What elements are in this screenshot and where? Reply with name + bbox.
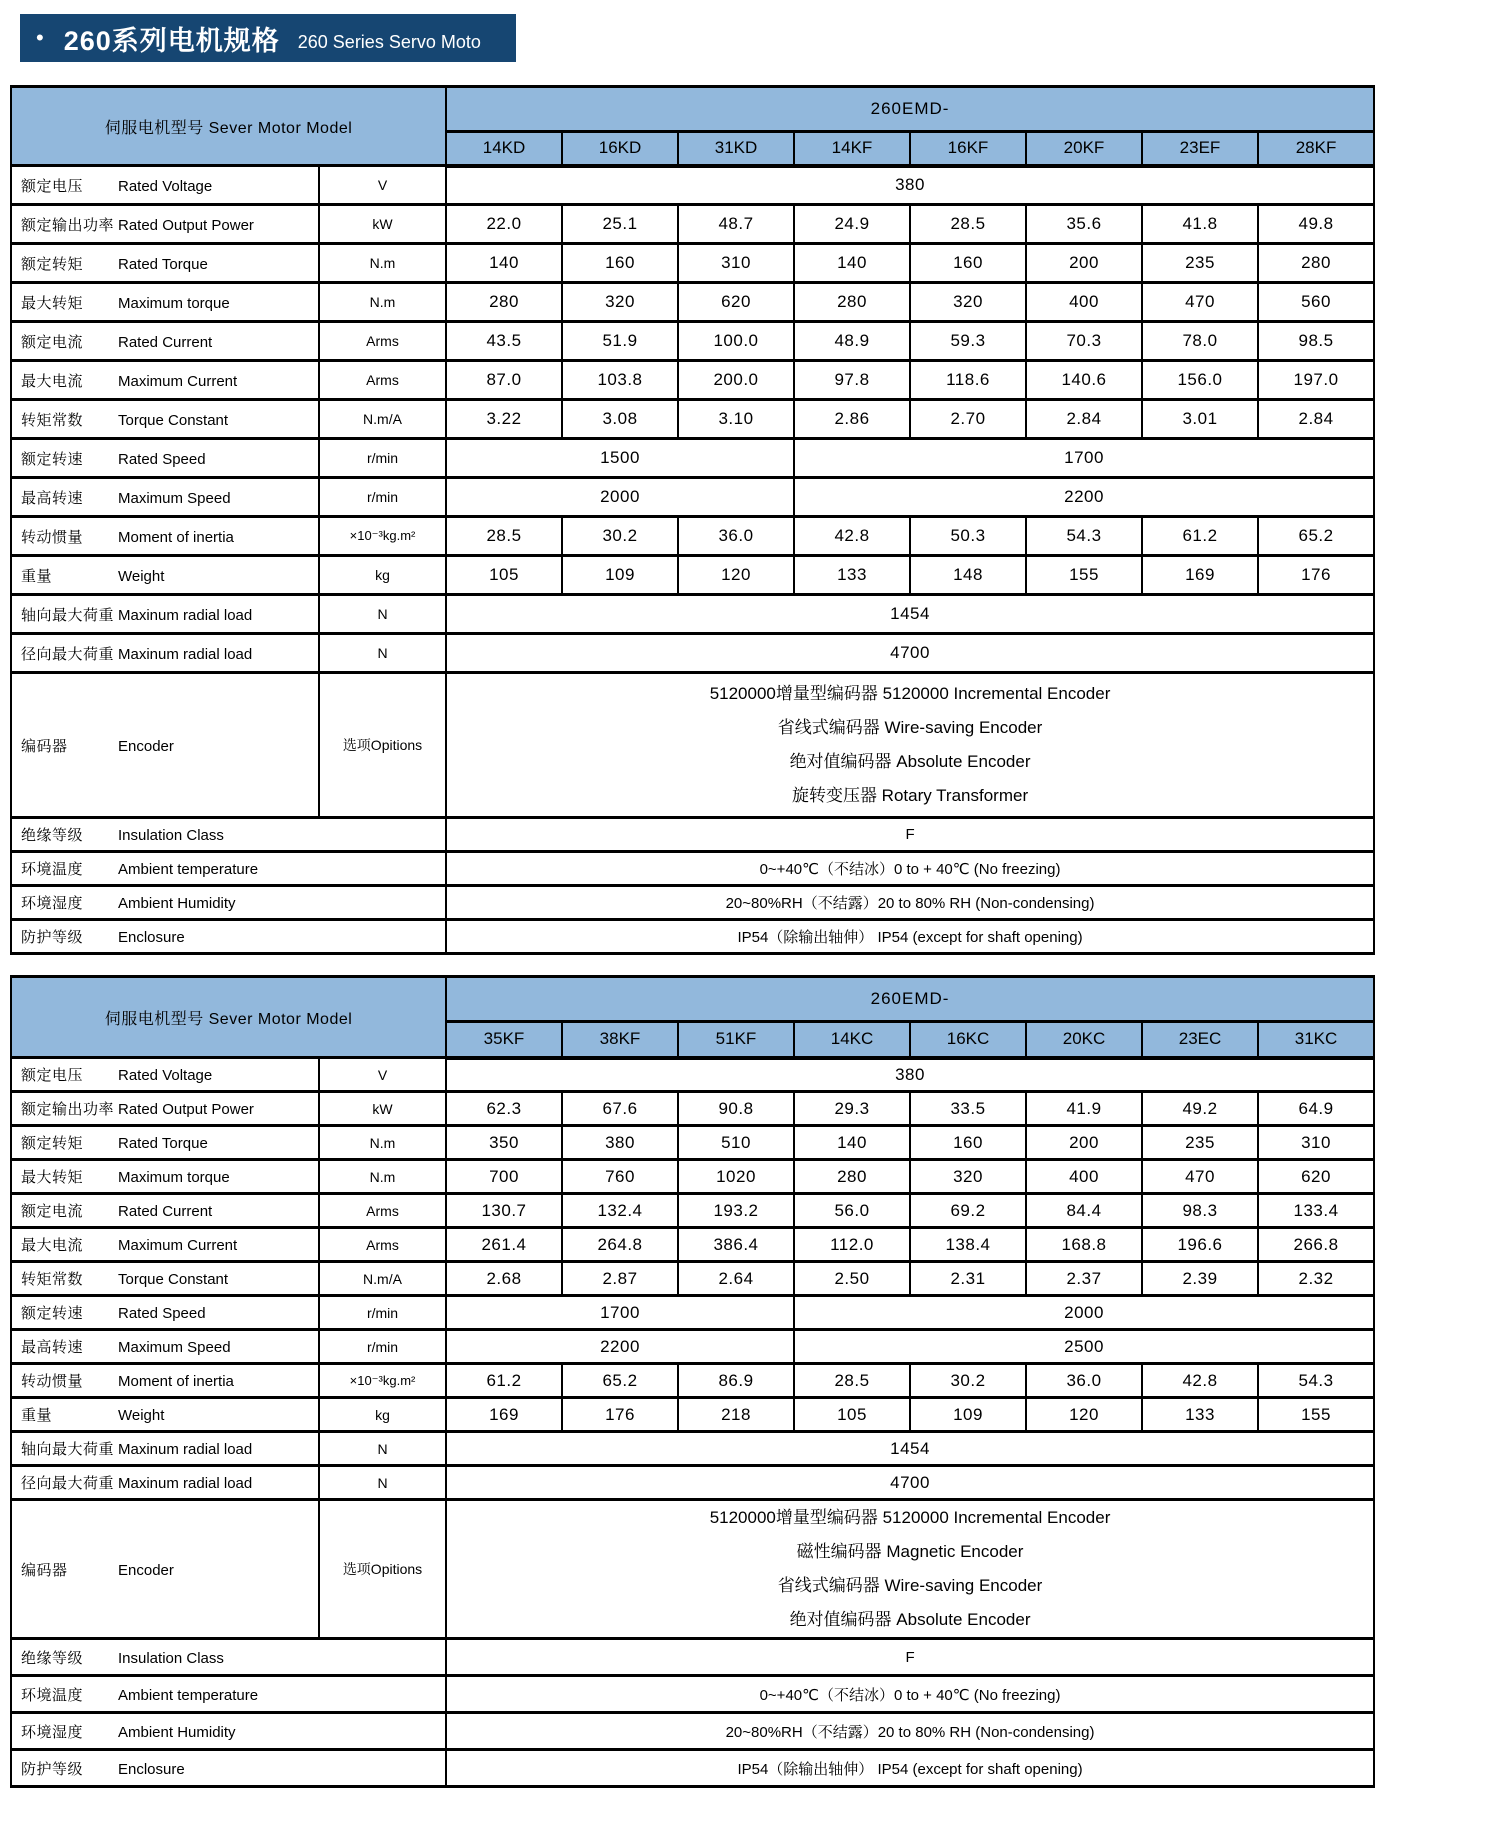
encoder-option: 5120000增量型编码器 5120000 Incremental Encoder <box>709 1508 1111 1527</box>
value-cell: 470 <box>1142 283 1258 322</box>
row-label: 防护等级 Enclosure <box>11 920 446 954</box>
model-cell: 14KC <box>794 1022 910 1058</box>
value-cell: 133.4 <box>1258 1194 1374 1228</box>
row-label: 轴向最大荷重 Maxinum radial load <box>11 595 319 634</box>
value-cell: 386.4 <box>678 1228 794 1262</box>
row-label: 最高转速 Maximum Speed <box>11 478 319 517</box>
value-cell: 2.64 <box>678 1262 794 1296</box>
row-label: 额定电压 Rated Voltage <box>11 1058 319 1092</box>
value-cell: 1020 <box>678 1160 794 1194</box>
value-cell: 54.3 <box>1026 517 1142 556</box>
value-cell: 25.1 <box>562 205 678 244</box>
row-label: 额定电流 Rated Current <box>11 1194 319 1228</box>
value-cell: 310 <box>678 244 794 283</box>
value-cell: 28.5 <box>910 205 1026 244</box>
row-moment-of-inertia <box>11 1364 1374 1398</box>
value-cell: 350 <box>446 1126 562 1160</box>
value-cell: 1454 <box>446 595 1374 634</box>
value-cell: 133 <box>1142 1398 1258 1432</box>
value-cell: 4700 <box>446 634 1374 673</box>
value-cell: 160 <box>910 1126 1026 1160</box>
value-cell: 24.9 <box>794 205 910 244</box>
value-cell: IP54（除输出轴伸） IP54 (except for shaft opening) <box>446 920 1374 954</box>
value-cell: 400 <box>1026 1160 1142 1194</box>
value-cell: 140.6 <box>1026 361 1142 400</box>
value-cell: 176 <box>562 1398 678 1432</box>
row-maximum-torque <box>11 283 1374 322</box>
value-cell: 760 <box>562 1160 678 1194</box>
unit-cell: kg <box>319 556 446 595</box>
value-cell: 155 <box>1026 556 1142 595</box>
row-rated-voltage <box>11 166 1374 205</box>
row-ambient-temperature <box>11 852 1374 886</box>
row-label: 额定输出功率 Rated Output Power <box>11 205 319 244</box>
value-cell: 264.8 <box>562 1228 678 1262</box>
row-label: 额定转速 Rated Speed <box>11 1296 319 1330</box>
row-label: 额定转矩 Rated Torque <box>11 1126 319 1160</box>
value-cell: 2.70 <box>910 400 1026 439</box>
unit-cell: ×10⁻³kg.m² <box>319 1364 446 1398</box>
value-cell: 36.0 <box>678 517 794 556</box>
value-cell: 2.86 <box>794 400 910 439</box>
value-cell: 69.2 <box>910 1194 1026 1228</box>
row-label: 最大转矩 Maximum torque <box>11 283 319 322</box>
unit-cell: V <box>319 1058 446 1092</box>
value-cell: 61.2 <box>1142 517 1258 556</box>
value-cell: 120 <box>678 556 794 595</box>
model-cell: 14KD <box>446 132 562 166</box>
row-rated-current <box>11 322 1374 361</box>
value-cell: 86.9 <box>678 1364 794 1398</box>
value-cell: 2.32 <box>1258 1262 1374 1296</box>
row-label: 轴向最大荷重 Maxinum radial load <box>11 1432 319 1466</box>
row-label: 额定输出功率 Rated Output Power <box>11 1092 319 1126</box>
row-maximum-speed <box>11 1330 1374 1364</box>
encoder-option: 省线式编码器 Wire-saving Encoder <box>777 1576 1043 1595</box>
value-cell: 140 <box>794 1126 910 1160</box>
value-cell: 62.3 <box>446 1092 562 1126</box>
value-cell: 320 <box>562 283 678 322</box>
value-cell: 28.5 <box>446 517 562 556</box>
value-cell: 100.0 <box>678 322 794 361</box>
row-weight <box>11 556 1374 595</box>
value-cell: 2.84 <box>1258 400 1374 439</box>
encoder-option: 磁性编码器 Magnetic Encoder <box>796 1542 1024 1561</box>
encoder-options-list <box>446 1500 1374 1639</box>
unit-cell: kW <box>319 1092 446 1126</box>
value-cell: 2.84 <box>1026 400 1142 439</box>
row-label: 径向最大荷重 Maxinum radial load <box>11 1466 319 1500</box>
value-cell: 48.7 <box>678 205 794 244</box>
value-cell: 42.8 <box>794 517 910 556</box>
value-cell: 2.31 <box>910 1262 1026 1296</box>
row-rated-torque <box>11 1126 1374 1160</box>
encoder-option: 省线式编码器 Wire-saving Encoder <box>777 718 1043 737</box>
section-title-en: 260 Series Servo Moto <box>297 31 481 52</box>
row-label: 重量 Weight <box>11 556 319 595</box>
row-label: 转动惯量 Moment of inertia <box>11 1364 319 1398</box>
row-maximum-current <box>11 1228 1374 1262</box>
value-cell: 48.9 <box>794 322 910 361</box>
row-insulation-class <box>11 818 1374 852</box>
value-cell: 2.50 <box>794 1262 910 1296</box>
model-cell: 16KD <box>562 132 678 166</box>
value-cell: 155 <box>1258 1398 1374 1432</box>
unit-cell: kW <box>319 205 446 244</box>
row-enclosure <box>11 1750 1374 1787</box>
row-axial-max-load <box>11 1432 1374 1466</box>
bullet-icon: • <box>36 25 44 50</box>
value-cell: 510 <box>678 1126 794 1160</box>
value-cell: 156.0 <box>1142 361 1258 400</box>
encoder-option: 绝对值编码器 Absolute Encoder <box>789 1610 1031 1629</box>
unit-cell: Arms <box>319 322 446 361</box>
row-rated-output-power <box>11 205 1374 244</box>
row-label: 最大电流 Maximum Current <box>11 1228 319 1262</box>
value-cell: 65.2 <box>562 1364 678 1398</box>
unit-cell: N.m/A <box>319 400 446 439</box>
model-cell: 31KC <box>1258 1022 1374 1058</box>
unit-cell: r/min <box>319 1330 446 1364</box>
value-cell: 103.8 <box>562 361 678 400</box>
value-cell: 1700 <box>794 439 1374 478</box>
value-cell: 160 <box>562 244 678 283</box>
value-cell: 620 <box>1258 1160 1374 1194</box>
value-cell: 140 <box>446 244 562 283</box>
model-cell: 16KC <box>910 1022 1026 1058</box>
value-cell: 2.39 <box>1142 1262 1258 1296</box>
value-cell: 2000 <box>794 1296 1374 1330</box>
model-header-label: 伺服电机型号 Sever Motor Model <box>11 977 446 1058</box>
value-cell: 98.5 <box>1258 322 1374 361</box>
unit-cell: V <box>319 166 446 205</box>
row-label: 转动惯量 Moment of inertia <box>11 517 319 556</box>
row-radial-max-load <box>11 1466 1374 1500</box>
value-cell: 280 <box>794 283 910 322</box>
spec-table-1 <box>10 85 1375 955</box>
value-cell: 33.5 <box>910 1092 1026 1126</box>
value-cell: 193.2 <box>678 1194 794 1228</box>
value-cell: 261.4 <box>446 1228 562 1262</box>
encoder-option: 5120000增量型编码器 5120000 Incremental Encoder <box>709 684 1111 703</box>
row-rated-voltage <box>11 1058 1374 1092</box>
value-cell: 148 <box>910 556 1026 595</box>
value-cell: 120 <box>1026 1398 1142 1432</box>
value-cell: 97.8 <box>794 361 910 400</box>
unit-cell: N.m <box>319 1126 446 1160</box>
value-cell: 320 <box>910 1160 1026 1194</box>
value-cell: 98.3 <box>1142 1194 1258 1228</box>
model-cell: 28KF <box>1258 132 1374 166</box>
unit-cell: N.m <box>319 283 446 322</box>
value-cell: 132.4 <box>562 1194 678 1228</box>
unit-cell: Arms <box>319 361 446 400</box>
value-cell: 380 <box>446 166 1374 205</box>
model-cell: 14KF <box>794 132 910 166</box>
value-cell: 1454 <box>446 1432 1374 1466</box>
row-ambient-temperature <box>11 1676 1374 1713</box>
unit-cell: N.m/A <box>319 1262 446 1296</box>
value-cell: 200 <box>1026 244 1142 283</box>
value-cell: 0~+40℃（不结冰）0 to + 40℃ (No freezing) <box>446 1676 1374 1713</box>
value-cell: 280 <box>794 1160 910 1194</box>
unit-cell: N <box>319 595 446 634</box>
value-cell: F <box>446 818 1374 852</box>
value-cell: 280 <box>446 283 562 322</box>
encoder-options-label: 选项Opitions <box>319 1500 446 1639</box>
value-cell: 3.01 <box>1142 400 1258 439</box>
value-cell: 1500 <box>446 439 794 478</box>
value-cell: 109 <box>910 1398 1026 1432</box>
value-cell: 30.2 <box>562 517 678 556</box>
row-label: 最大电流 Maximum Current <box>11 361 319 400</box>
encoder-option: 绝对值编码器 Absolute Encoder <box>789 752 1031 771</box>
row-rated-output-power <box>11 1092 1374 1126</box>
row-ambient-humidity <box>11 886 1374 920</box>
row-label: 环境湿度 Ambient Humidity <box>11 1713 446 1750</box>
row-label: 重量 Weight <box>11 1398 319 1432</box>
row-label: 额定转矩 Rated Torque <box>11 244 319 283</box>
value-cell: 30.2 <box>910 1364 1026 1398</box>
row-label: 额定电流 Rated Current <box>11 322 319 361</box>
row-label: 径向最大荷重 Maxinum radial load <box>11 634 319 673</box>
value-cell: 235 <box>1142 244 1258 283</box>
unit-cell: r/min <box>319 439 446 478</box>
row-weight <box>11 1398 1374 1432</box>
model-cell: 23EF <box>1142 132 1258 166</box>
row-label: 编码器 Encoder <box>11 1500 319 1639</box>
unit-cell: N <box>319 1466 446 1500</box>
row-maximum-current <box>11 361 1374 400</box>
model-cell: 23EC <box>1142 1022 1258 1058</box>
value-cell: 54.3 <box>1258 1364 1374 1398</box>
value-cell: 380 <box>446 1058 1374 1092</box>
value-cell: 700 <box>446 1160 562 1194</box>
series-cell: 260EMD- <box>446 977 1374 1022</box>
value-cell: 109 <box>562 556 678 595</box>
value-cell: 56.0 <box>794 1194 910 1228</box>
row-enclosure <box>11 920 1374 954</box>
value-cell: 70.3 <box>1026 322 1142 361</box>
value-cell: 169 <box>446 1398 562 1432</box>
row-label: 额定转速 Rated Speed <box>11 439 319 478</box>
value-cell: 133 <box>794 556 910 595</box>
value-cell: 200.0 <box>678 361 794 400</box>
value-cell: 266.8 <box>1258 1228 1374 1262</box>
value-cell: 169 <box>1142 556 1258 595</box>
value-cell: 2.37 <box>1026 1262 1142 1296</box>
row-label: 最高转速 Maximum Speed <box>11 1330 319 1364</box>
row-label: 绝缘等级 Insulation Class <box>11 818 446 852</box>
value-cell: 51.9 <box>562 322 678 361</box>
value-cell: 0~+40℃（不结冰）0 to + 40℃ (No freezing) <box>446 852 1374 886</box>
value-cell: 196.6 <box>1142 1228 1258 1262</box>
value-cell: 197.0 <box>1258 361 1374 400</box>
encoder-options-label: 选项Opitions <box>319 673 446 818</box>
value-cell: 200 <box>1026 1126 1142 1160</box>
section-banner <box>20 14 516 62</box>
row-radial-max-load <box>11 634 1374 673</box>
row-axial-max-load <box>11 595 1374 634</box>
value-cell: 87.0 <box>446 361 562 400</box>
value-cell: 130.7 <box>446 1194 562 1228</box>
row-torque-constant <box>11 400 1374 439</box>
model-cell: 51KF <box>678 1022 794 1058</box>
unit-cell: N.m <box>319 244 446 283</box>
value-cell: 620 <box>678 283 794 322</box>
row-label: 绝缘等级 Insulation Class <box>11 1639 446 1676</box>
row-label: 编码器 Encoder <box>11 673 319 818</box>
series-cell: 260EMD- <box>446 87 1374 132</box>
value-cell: 235 <box>1142 1126 1258 1160</box>
row-label: 转矩常数 Torque Constant <box>11 1262 319 1296</box>
value-cell: 36.0 <box>1026 1364 1142 1398</box>
unit-cell: N <box>319 1432 446 1466</box>
unit-cell: N.m <box>319 1160 446 1194</box>
value-cell: 22.0 <box>446 205 562 244</box>
unit-cell: r/min <box>319 478 446 517</box>
value-cell: 61.2 <box>446 1364 562 1398</box>
value-cell: 140 <box>794 244 910 283</box>
value-cell: 4700 <box>446 1466 1374 1500</box>
unit-cell: ×10⁻³kg.m² <box>319 517 446 556</box>
unit-cell: kg <box>319 1398 446 1432</box>
row-encoder <box>11 1500 1374 1639</box>
value-cell: 320 <box>910 283 1026 322</box>
value-cell: 49.2 <box>1142 1092 1258 1126</box>
value-cell: 112.0 <box>794 1228 910 1262</box>
row-label: 防护等级 Enclosure <box>11 1750 446 1787</box>
unit-cell: r/min <box>319 1296 446 1330</box>
row-label: 环境温度 Ambient temperature <box>11 852 446 886</box>
model-header-label: 伺服电机型号 Sever Motor Model <box>11 87 446 166</box>
value-cell: IP54（除输出轴伸） IP54 (except for shaft opening) <box>446 1750 1374 1787</box>
row-rated-speed <box>11 439 1374 478</box>
value-cell: 2.87 <box>562 1262 678 1296</box>
value-cell: 2000 <box>446 478 794 517</box>
row-torque-constant <box>11 1262 1374 1296</box>
row-label: 环境温度 Ambient temperature <box>11 1676 446 1713</box>
model-cell: 20KF <box>1026 132 1142 166</box>
unit-cell: Arms <box>319 1194 446 1228</box>
row-maximum-torque <box>11 1160 1374 1194</box>
spec-table-2 <box>10 975 1375 1788</box>
value-cell: 280 <box>1258 244 1374 283</box>
value-cell: 560 <box>1258 283 1374 322</box>
value-cell: 59.3 <box>910 322 1026 361</box>
value-cell: 67.6 <box>562 1092 678 1126</box>
row-label: 额定电压 Rated Voltage <box>11 166 319 205</box>
value-cell: 160 <box>910 244 1026 283</box>
value-cell: 41.9 <box>1026 1092 1142 1126</box>
value-cell: 28.5 <box>794 1364 910 1398</box>
model-cell: 38KF <box>562 1022 678 1058</box>
value-cell: 470 <box>1142 1160 1258 1194</box>
value-cell: 168.8 <box>1026 1228 1142 1262</box>
encoder-option: 旋转变压器 Rotary Transformer <box>791 786 1029 805</box>
row-moment-of-inertia <box>11 517 1374 556</box>
encoder-options-list <box>446 673 1374 818</box>
value-cell: 29.3 <box>794 1092 910 1126</box>
row-rated-torque <box>11 244 1374 283</box>
value-cell: 2200 <box>794 478 1374 517</box>
value-cell: 400 <box>1026 283 1142 322</box>
model-cell: 20KC <box>1026 1022 1142 1058</box>
row-maximum-speed <box>11 478 1374 517</box>
value-cell: 90.8 <box>678 1092 794 1126</box>
value-cell: 49.8 <box>1258 205 1374 244</box>
row-label: 环境湿度 Ambient Humidity <box>11 886 446 920</box>
value-cell: 84.4 <box>1026 1194 1142 1228</box>
value-cell: 20~80%RH（不结露）20 to 80% RH (Non-condensing) <box>446 886 1374 920</box>
value-cell: 41.8 <box>1142 205 1258 244</box>
value-cell: 42.8 <box>1142 1364 1258 1398</box>
model-cell: 16KF <box>910 132 1026 166</box>
value-cell: 64.9 <box>1258 1092 1374 1126</box>
value-cell: 138.4 <box>910 1228 1026 1262</box>
value-cell: 43.5 <box>446 322 562 361</box>
model-cell: 31KD <box>678 132 794 166</box>
value-cell: 20~80%RH（不结露）20 to 80% RH (Non-condensing) <box>446 1713 1374 1750</box>
row-insulation-class <box>11 1639 1374 1676</box>
value-cell: 380 <box>562 1126 678 1160</box>
value-cell: 176 <box>1258 556 1374 595</box>
value-cell: 35.6 <box>1026 205 1142 244</box>
value-cell: 218 <box>678 1398 794 1432</box>
row-label: 最大转矩 Maximum torque <box>11 1160 319 1194</box>
value-cell: 1700 <box>446 1296 794 1330</box>
value-cell: 2200 <box>446 1330 794 1364</box>
row-label: 转矩常数 Torque Constant <box>11 400 319 439</box>
value-cell: 3.08 <box>562 400 678 439</box>
row-encoder <box>11 673 1374 818</box>
value-cell: 65.2 <box>1258 517 1374 556</box>
value-cell: 50.3 <box>910 517 1026 556</box>
value-cell: 105 <box>794 1398 910 1432</box>
value-cell: 78.0 <box>1142 322 1258 361</box>
section-title-zh: 260系列电机规格 <box>63 25 280 56</box>
value-cell: 118.6 <box>910 361 1026 400</box>
value-cell: 3.10 <box>678 400 794 439</box>
row-rated-current <box>11 1194 1374 1228</box>
row-rated-speed <box>11 1296 1374 1330</box>
value-cell: 105 <box>446 556 562 595</box>
value-cell: 2.68 <box>446 1262 562 1296</box>
value-cell: F <box>446 1639 1374 1676</box>
unit-cell: N <box>319 634 446 673</box>
value-cell: 2500 <box>794 1330 1374 1364</box>
unit-cell: Arms <box>319 1228 446 1262</box>
value-cell: 3.22 <box>446 400 562 439</box>
model-cell: 35KF <box>446 1022 562 1058</box>
value-cell: 310 <box>1258 1126 1374 1160</box>
row-ambient-humidity <box>11 1713 1374 1750</box>
